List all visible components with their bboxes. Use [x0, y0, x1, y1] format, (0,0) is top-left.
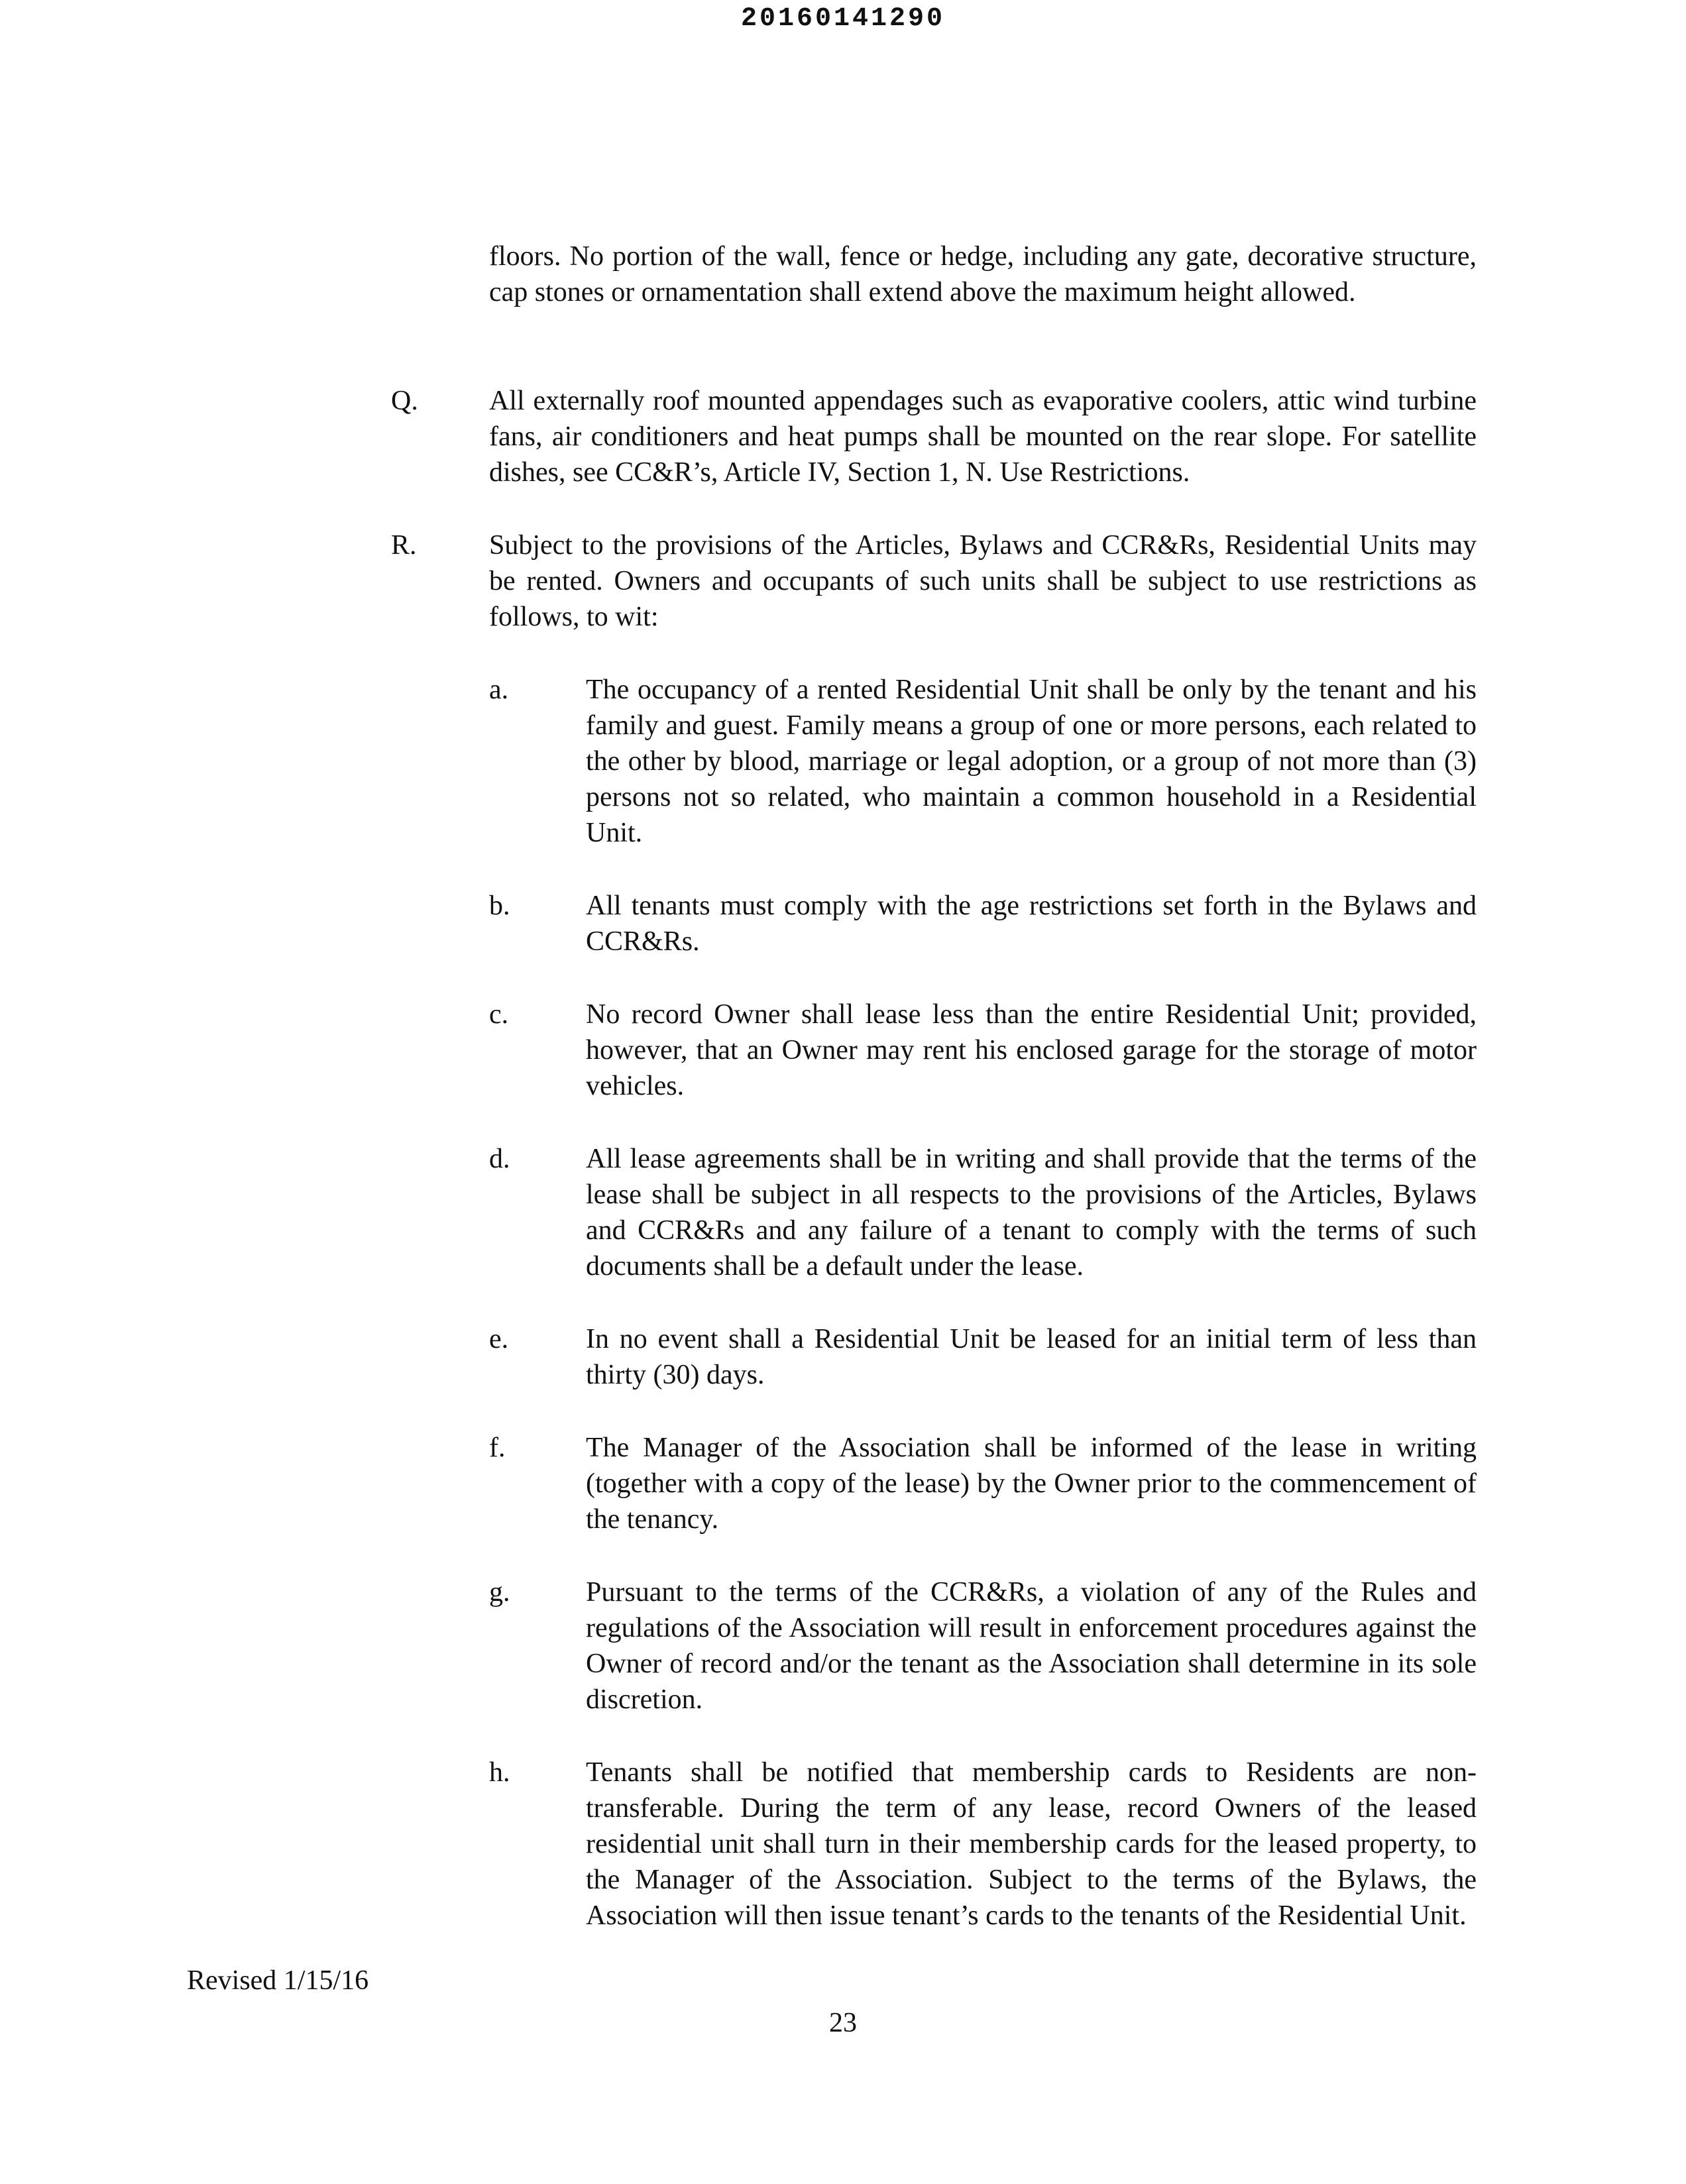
- subitem-g-marker: g.: [489, 1577, 510, 1608]
- subitem-a-marker: a.: [489, 675, 509, 705]
- subitem-f-marker: f.: [489, 1433, 506, 1463]
- subitem-f-text: The Manager of the Association shall be informed of the lease in writing (together with a copy of the lease) by the Owner prior to the commencement of the tenancy.: [586, 1433, 1477, 1535]
- revision-date: Revised 1/15/16: [187, 1965, 369, 1996]
- subitem-h-marker: h.: [489, 1757, 510, 1788]
- page-number: 23: [829, 2008, 857, 2038]
- continuation-paragraph: floors. No portion of the wall, fence or hedge, including any gate, decorative structure, cap stones or ornamentation shall extend above the maximum height allowed.: [489, 241, 1477, 307]
- section-r-marker: R.: [391, 530, 417, 561]
- section-q-text: All externally roof mounted appendages such as evaporative coolers, attic wind turbine fans, air conditioners and heat pumps shall be mounted on the rear slope. For satellite dishes, see CC&R’s, Article IV, Section 1, N. Use Restrictions.: [489, 386, 1477, 488]
- subitem-b-marker: b.: [489, 891, 510, 921]
- subitem-c-marker: c.: [489, 999, 509, 1030]
- subitem-c-text: No record Owner shall lease less than the entire Residential Unit; provided, however, that an Owner may rent his enclosed garage for the storage of motor vehicles.: [586, 999, 1477, 1101]
- section-q-marker: Q.: [391, 386, 418, 416]
- subitem-b-text: All tenants must comply with the age restrictions set forth in the Bylaws and CCR&Rs.: [586, 891, 1477, 957]
- subitem-e-text: In no event shall a Residential Unit be leased for an initial term of less than thirty (30) days.: [586, 1324, 1477, 1390]
- subitem-d-marker: d.: [489, 1144, 510, 1174]
- subitem-d-text: All lease agreements shall be in writing and shall provide that the terms of the lease shall be subject in all respects to the provisions of the Articles, Bylaws and CCR&Rs and any failure of a tenant to comply with the terms of such documents shall be a default under the lease.: [586, 1144, 1477, 1282]
- subitem-a-text: The occupancy of a rented Residential Unit shall be only by the tenant and his family and guest. Family means a group of one or more persons, each related to the other by blood, marriage or legal adoption, or a group of not more than (3) persons not so related, who maintain a common household in a Residential Unit.: [586, 675, 1477, 848]
- subitem-h-text: Tenants shall be notified that membership cards to Residents are non-transferable. During the term of any lease, record Owners of the leased residential unit shall turn in their membership cards for the leased property, to the Manager of the Association. Subject to the terms of the Bylaws, the Association will then issue tenant’s cards to the tenants of the Residential Unit.: [586, 1757, 1477, 1931]
- subitem-e-marker: e.: [489, 1324, 509, 1354]
- document-number: 20160141290: [740, 4, 946, 34]
- subitem-g-text: Pursuant to the terms of the CCR&Rs, a violation of any of the Rules and regulations of the Association will result in enforcement procedures against the Owner of record and/or the tenant as the Association shall determine in its sole discretion.: [586, 1577, 1477, 1715]
- section-r-text: Subject to the provisions of the Articles, Bylaws and CCR&Rs, Residential Units may be rented. Owners and occupants of such units shall be subject to use restrictions as follows, to wit:: [489, 530, 1477, 632]
